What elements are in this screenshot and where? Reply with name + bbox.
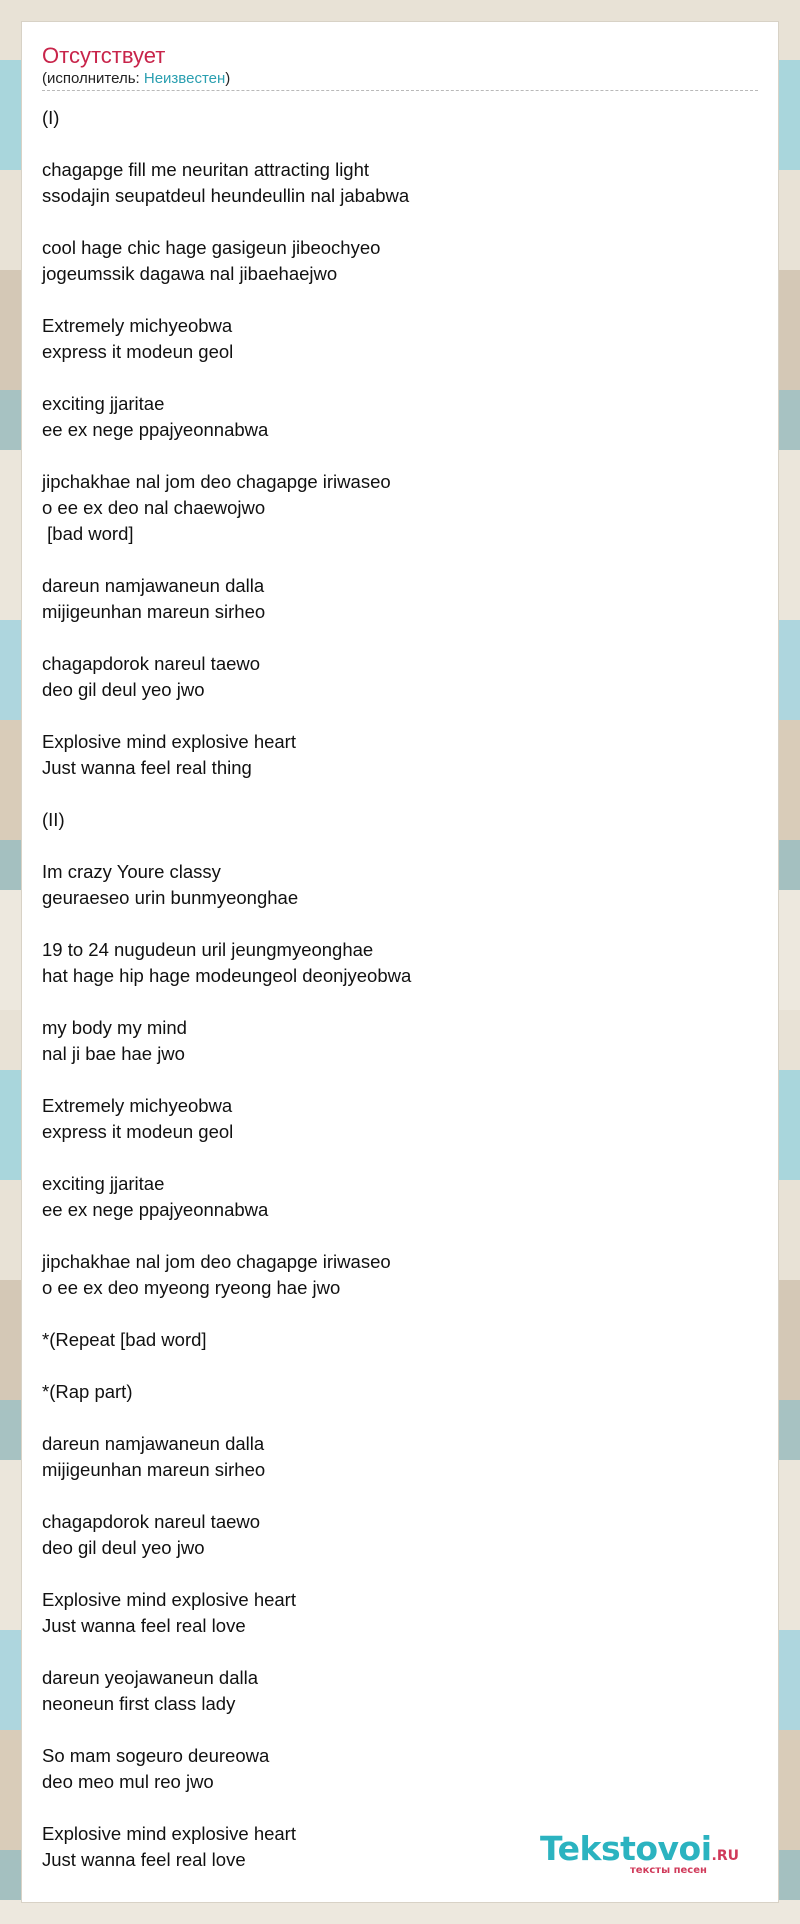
lyric-line [42,1717,758,1743]
lyric-line [42,833,758,859]
lyric-line [42,209,758,235]
lyric-line: chagapdorok nareul taewo [42,653,261,674]
lyric-line [42,1223,758,1249]
lyric-line [42,131,758,157]
lyrics-card [22,22,778,1902]
lyric-line: [bad word] [42,523,134,544]
song-header [42,42,758,91]
lyric-line [42,989,758,1015]
lyric-line: ssodajin seupatdeul heundeullin nal jababwa [42,185,410,206]
lyric-line [42,1353,758,1379]
lyric-line: cool hage chic hage gasigeun jibeochyeo [42,237,381,258]
lyric-line: (I) [42,107,60,128]
lyric-line [42,1561,758,1587]
lyric-line: deo gil deul yeo jwo [42,679,205,700]
lyric-line: Explosive mind explosive heart [42,1823,296,1844]
lyric-line [42,443,758,469]
lyric-line: jogeumssik dagawa nal jibaehaejwo [42,263,338,284]
logo-tagline: тексты песен [630,1865,707,1876]
lyric-line: my body my mind [42,1017,187,1038]
lyric-line [42,625,758,651]
lyric-line: Extremely michyeobwa [42,315,233,336]
lyric-line: nal ji bae hae jwo [42,1043,185,1064]
artist-line [42,70,758,88]
lyric-line: chagapge fill me neuritan attracting light [42,159,370,180]
lyric-line: dareun yeojawaneun dalla [42,1667,259,1688]
lyric-line: *(Repeat [bad word] [42,1329,207,1350]
lyric-line: Just wanna feel real love [42,1615,246,1636]
lyric-line: dareun namjawaneun dalla [42,575,265,596]
lyric-line [42,547,758,573]
lyric-line [42,365,758,391]
lyric-line: deo meo mul reo jwo [42,1771,214,1792]
lyric-line: Explosive mind explosive heart [42,1589,296,1610]
song-title: Отсутствует [42,43,166,68]
lyric-line: mijigeunhan mareun sirheo [42,1459,266,1480]
lyric-line [42,287,758,313]
lyric-line [42,1795,758,1821]
lyric-line: chagapdorok nareul taewo [42,1511,261,1532]
lyric-line [42,911,758,937]
lyric-line: So mam sogeuro deureowa [42,1745,270,1766]
lyric-line: o ee ex deo myeong ryeong hae jwo [42,1277,341,1298]
lyric-line: geuraeseo urin bunmyeonghae [42,887,299,908]
lyric-line [42,703,758,729]
lyric-line: ee ex nege ppajyeonnabwa [42,419,269,440]
logo-domain-suffix: .RU [711,1848,740,1864]
lyric-line: exciting jjaritae [42,393,165,414]
lyric-line: o ee ex deo nal chaewojwo [42,497,266,518]
lyric-line [42,1639,758,1665]
lyric-line: Im crazy Youre classy [42,861,221,882]
lyric-line: (II) [42,809,65,830]
lyric-line: ee ex nege ppajyeonnabwa [42,1199,269,1220]
artist-prefix: (исполнитель: [42,70,144,87]
lyric-line: exciting jjaritae [42,1173,165,1194]
lyric-line [42,1301,758,1327]
lyrics-text [42,105,758,1873]
lyric-line: Just wanna feel real thing [42,757,252,778]
lyric-line [42,1145,758,1171]
lyric-line: Extremely michyeobwa [42,1095,233,1116]
lyric-line: dareun namjawaneun dalla [42,1433,265,1454]
lyric-line: express it modeun geol [42,1121,234,1142]
artist-suffix: ) [225,70,231,87]
lyric-line: jipchakhae nal jom deo chagapge iriwaseo [42,471,391,492]
lyric-line: Explosive mind explosive heart [42,731,296,752]
lyric-line: deo gil deul yeo jwo [42,1537,205,1558]
logo-wordmark: Tekstovoi [540,1829,712,1868]
lyric-line: express it modeun geol [42,341,234,362]
artist-link[interactable]: Неизвестен [143,70,226,87]
lyric-line: mijigeunhan mareun sirheo [42,601,266,622]
lyric-line [42,1067,758,1093]
lyric-line: 19 to 24 nugudeun uril jeungmyeonghae [42,939,374,960]
site-logo[interactable] [540,1829,754,1876]
lyric-line: hat hage hip hage modeungeol deonjyeobwa [42,965,412,986]
lyric-line: Just wanna feel real love [42,1849,246,1870]
lyric-line [42,781,758,807]
lyric-line: jipchakhae nal jom deo chagapge iriwaseo [42,1251,391,1272]
lyric-line [42,1405,758,1431]
lyric-line: neoneun first class lady [42,1693,236,1714]
lyric-line [42,1483,758,1509]
lyric-line: *(Rap part) [42,1381,133,1402]
